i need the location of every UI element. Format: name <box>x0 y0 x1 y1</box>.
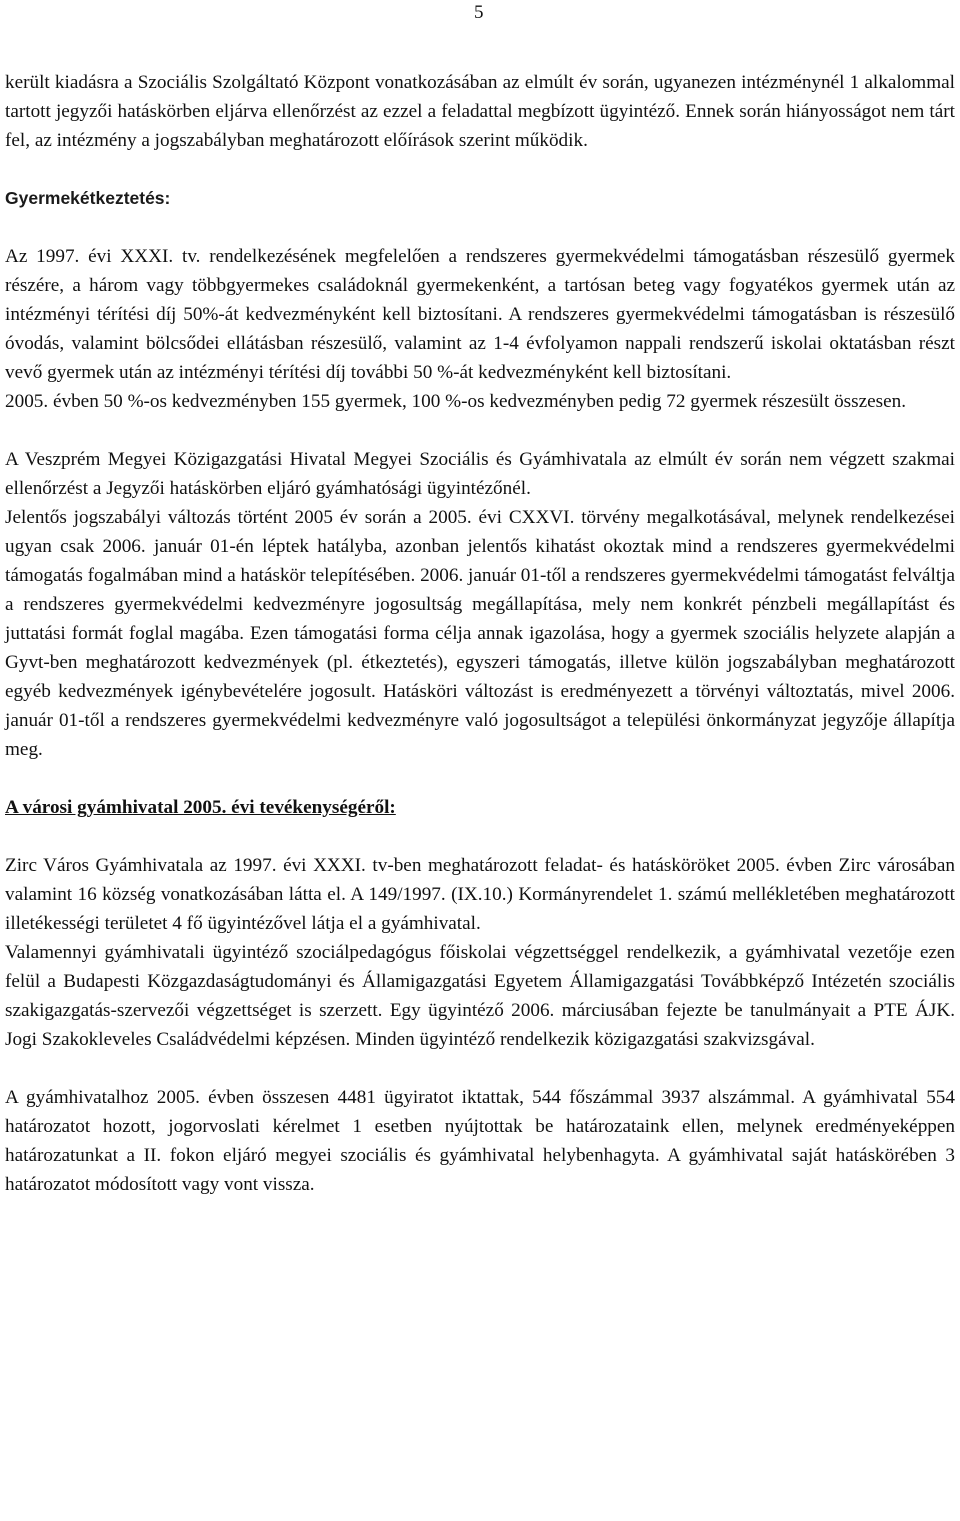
document-body <box>5 68 955 1199</box>
paragraph-case-statistics: A gyámhivatalhoz 2005. évben összesen 4481 ügyiratot iktattak, 544 főszámmal 3937 alszámmal. A gyámhivatal 554 határozatot hozott, jogorvoslati kérelmet 1 esetben nyújtottak be határozataink ellen, melynek eredményeképpen határozatunkat a II. fokon eljáró megyei szociális és gyámhivatal helybenhagyta. A gyámhivatal saját hatáskörében 3 határozatot módosított vagy vont vissza. <box>5 1087 955 1195</box>
heading-child-meals: Gyermekétkeztetés: <box>5 188 171 208</box>
heading-guardianship-office: A városi gyámhivatal 2005. évi tevékenységéről: <box>5 797 396 818</box>
paragraph-inspection-summary: került kiadásra a Szociális Szolgáltató Központ vonatkozásában az elmúlt év során, ugyanezen intézménynél 1 alkalommal tartott jegyzői hatáskörben eljárva ellenőrzést az ezzel a feladattal megbízott ügyintéző. Ennek során hiányosságot nem tárt fel, az intézmény a jogszabályban meghatározott előírások szerint működik. <box>5 72 955 151</box>
paragraph-county-office: A Veszprém Megyei Közigazgatási Hivatal Megyei Szociális és Gyámhivatala az elmúlt év során nem végzett szakmai ellenőrzést a Jegyzői hatáskörben eljáró gyámhatósági ügyintézőnél. <box>5 449 955 499</box>
paragraph-child-meals-law: Az 1997. évi XXXI. tv. rendelkezésének megfelelően a rendszeres gyermekvédelmi támogatásban részesülő gyermek részére, a három vagy többgyermekes családoknál gyermekenként, a tartósan beteg vagy fogyatékos gyermek után az intézményi térítési díj 50%-át kedvezményként kell biztosítani. A rendszeres gyermekvédelmi támogatásban is részesülő óvodás, valamint bölcsődei ellátásban részesülő, valamint az 1-4 évfolyamon nappali rendszerű iskolai oktatásban részt vevő gyermek után az intézményi térítési díj további 50 %-át kedvezményként kell biztosítani. <box>5 246 955 383</box>
paragraph-law-change: Jelentős jogszabályi változás történt 2005 év során a 2005. évi CXXVI. törvény megalkotásával, melynek rendelkezései ugyan csak 2006. január 01-én léptek hatályba, azonban jelentős kihatást okoztak mind a rendszeres gyermekvédelmi támogatás fogalmában mind a hatáskör telepítésében. 2006. január 01-től a rendszeres gyermekvédelmi támogatást felváltja a rendszeres gyermekvédelmi kedvezményre jogosultság megállapítása, mely nem konkrét pénzbeli megállapítást és juttatási formát foglal magába. Ezen támogatási forma célja annak igazolása, hogy a gyermek szociális helyzete alapján a Gyvt-ben meghatározott kedvezmények (pl. étkeztetés), egyszeri támogatás, illetve külön jogszabályban meghatározott egyéb kedvezmények igénybevételére jogosult. Hatásköri változást is eredményezett a törvényi változtatás, mivel 2006. január 01-től a rendszeres gyermekvédelmi kedvezményre való jogosultságot a települési önkormányzat jegyzője állapítja meg. <box>5 507 955 760</box>
paragraph-child-meals-stats: 2005. évben 50 %-os kedvezményben 155 gyermek, 100 %-os kedvezményben pedig 72 gyermek részesült összesen. <box>5 391 907 412</box>
paragraph-office-scope: Zirc Város Gyámhivatala az 1997. évi XXXI. tv-ben meghatározott feladat- és hatásköröket 2005. évben Zirc városában valamint 16 község vonatkozásában látta el. A 149/1997. (IX.10.) Kormányrendelet 1. számú mellékletében meghatározott illetékességi területet 4 fő ügyintézővel látja el a gyámhivatal. <box>5 855 955 934</box>
page-number: 5 <box>474 2 484 23</box>
paragraph-staff-qualifications: Valamennyi gyámhivatali ügyintéző szociálpedagógus főiskolai végzettséggel rendelkezik, a gyámhivatal vezetője ezen felül a Budapesti Közgazdaságtudományi és Államigazgatási Egyetem Államigazgatási Továbbképző Intézetén szociális szakigazgatás-szervezői végzettséget is szerzett. Egy ügyintéző 2006. márciusában fejezte be tanulmányait a PTE ÁJK. Jogi Szakokleveles Családvédelmi képzésen. Minden ügyintéző rendelkezik közigazgatási szakvizsgával. <box>5 942 955 1050</box>
